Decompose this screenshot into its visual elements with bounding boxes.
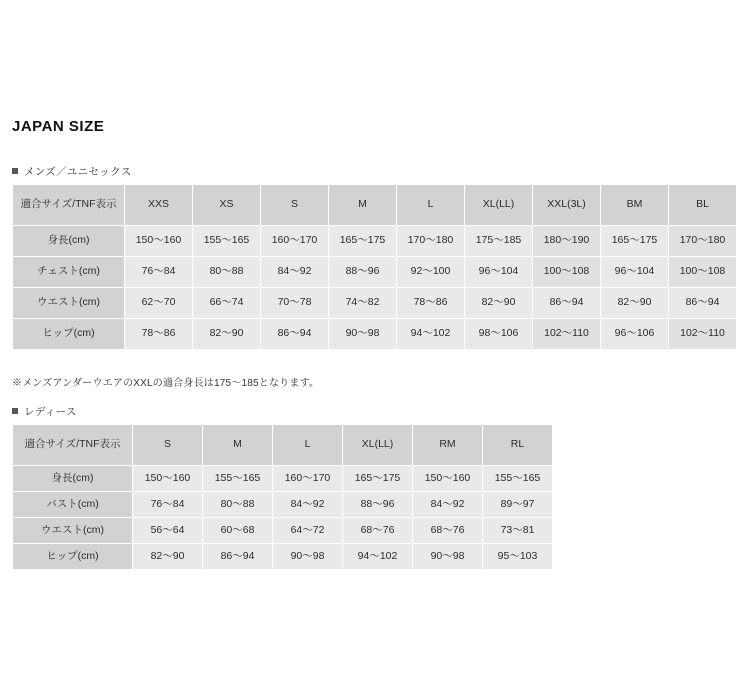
table-cell: 82〜90: [465, 288, 533, 319]
bullet-square-icon: [12, 168, 18, 174]
column-header: 適合サイズ/TNF表示: [13, 185, 125, 226]
column-header: L: [397, 185, 465, 226]
column-header: BM: [601, 185, 669, 226]
womens-section-label: [12, 404, 668, 419]
table-row: [13, 288, 737, 319]
table-cell: 165〜175: [329, 226, 397, 257]
column-header: XS: [193, 185, 261, 226]
table-cell: 73〜81: [483, 518, 553, 544]
table-cell: 84〜92: [413, 492, 483, 518]
womens-size-table: [12, 424, 553, 570]
mens-size-table: [12, 184, 737, 350]
column-header: M: [329, 185, 397, 226]
mens-size-section: [12, 164, 726, 350]
table-header-row: [13, 425, 553, 466]
column-header: RL: [483, 425, 553, 466]
bullet-square-icon: [12, 408, 18, 414]
table-cell: 76〜84: [125, 257, 193, 288]
column-header: BL: [669, 185, 737, 226]
column-header: XXL(3L): [533, 185, 601, 226]
table-row: [13, 466, 553, 492]
table-cell: 155〜165: [193, 226, 261, 257]
table-cell: 84〜92: [273, 492, 343, 518]
row-header: ウエスト(cm): [13, 288, 125, 319]
table-cell: 89〜97: [483, 492, 553, 518]
table-cell: 100〜108: [533, 257, 601, 288]
table-cell: 96〜104: [601, 257, 669, 288]
table-cell: 74〜82: [329, 288, 397, 319]
page-title: JAPAN SIZE: [12, 118, 105, 135]
table-cell: 62〜70: [125, 288, 193, 319]
table-cell: 96〜106: [601, 319, 669, 350]
table-cell: 78〜86: [125, 319, 193, 350]
table-cell: 150〜160: [133, 466, 203, 492]
table-row: [13, 492, 553, 518]
column-header: XL(LL): [343, 425, 413, 466]
table-cell: 78〜86: [397, 288, 465, 319]
table-cell: 82〜90: [193, 319, 261, 350]
row-header: チェスト(cm): [13, 257, 125, 288]
mens-table-note: ※メンズアンダーウエアのXXLの適合身長は175〜185となります。: [12, 378, 320, 389]
table-cell: 88〜96: [343, 492, 413, 518]
table-cell: 90〜98: [273, 544, 343, 570]
column-header: M: [203, 425, 273, 466]
table-cell: 86〜94: [261, 319, 329, 350]
mens-section-label: [12, 164, 668, 179]
row-header: 身長(cm): [13, 466, 133, 492]
table-cell: 86〜94: [203, 544, 273, 570]
table-cell: 68〜76: [413, 518, 483, 544]
table-row: [13, 257, 737, 288]
table-cell: 86〜94: [669, 288, 737, 319]
table-cell: 170〜180: [397, 226, 465, 257]
table-cell: 94〜102: [343, 544, 413, 570]
table-cell: 170〜180: [669, 226, 737, 257]
table-cell: 100〜108: [669, 257, 737, 288]
column-header: XL(LL): [465, 185, 533, 226]
table-row: [13, 544, 553, 570]
table-cell: 88〜96: [329, 257, 397, 288]
row-header: ヒップ(cm): [13, 544, 133, 570]
table-cell: 90〜98: [329, 319, 397, 350]
table-cell: 155〜165: [483, 466, 553, 492]
table-cell: 165〜175: [601, 226, 669, 257]
column-header: L: [273, 425, 343, 466]
column-header: S: [261, 185, 329, 226]
table-cell: 76〜84: [133, 492, 203, 518]
table-cell: 60〜68: [203, 518, 273, 544]
table-header-row: [13, 185, 737, 226]
table-cell: 95〜103: [483, 544, 553, 570]
table-cell: 150〜160: [125, 226, 193, 257]
table-row: [13, 319, 737, 350]
table-cell: 92〜100: [397, 257, 465, 288]
table-cell: 180〜190: [533, 226, 601, 257]
table-cell: 94〜102: [397, 319, 465, 350]
table-cell: 68〜76: [343, 518, 413, 544]
mens-section-label-text: メンズ／ユニセックス: [24, 166, 132, 178]
row-header: ヒップ(cm): [13, 319, 125, 350]
table-cell: 96〜104: [465, 257, 533, 288]
table-row: [13, 518, 553, 544]
table-cell: 165〜175: [343, 466, 413, 492]
column-header: XXS: [125, 185, 193, 226]
table-cell: 175〜185: [465, 226, 533, 257]
row-header: ウエスト(cm): [13, 518, 133, 544]
column-header: 適合サイズ/TNF表示: [13, 425, 133, 466]
table-cell: 90〜98: [413, 544, 483, 570]
womens-size-section: [12, 404, 668, 570]
table-cell: 82〜90: [601, 288, 669, 319]
table-row: [13, 226, 737, 257]
column-header: RM: [413, 425, 483, 466]
table-cell: 70〜78: [261, 288, 329, 319]
table-cell: 98〜106: [465, 319, 533, 350]
row-header: 身長(cm): [13, 226, 125, 257]
table-cell: 80〜88: [193, 257, 261, 288]
table-cell: 64〜72: [273, 518, 343, 544]
table-cell: 155〜165: [203, 466, 273, 492]
table-cell: 82〜90: [133, 544, 203, 570]
table-cell: 80〜88: [203, 492, 273, 518]
table-cell: 160〜170: [261, 226, 329, 257]
table-cell: 102〜110: [669, 319, 737, 350]
column-header: S: [133, 425, 203, 466]
table-cell: 150〜160: [413, 466, 483, 492]
table-cell: 160〜170: [273, 466, 343, 492]
table-cell: 84〜92: [261, 257, 329, 288]
table-cell: 86〜94: [533, 288, 601, 319]
table-cell: 102〜110: [533, 319, 601, 350]
row-header: バスト(cm): [13, 492, 133, 518]
table-cell: 66〜74: [193, 288, 261, 319]
womens-section-label-text: レディース: [24, 406, 77, 418]
table-cell: 56〜64: [133, 518, 203, 544]
